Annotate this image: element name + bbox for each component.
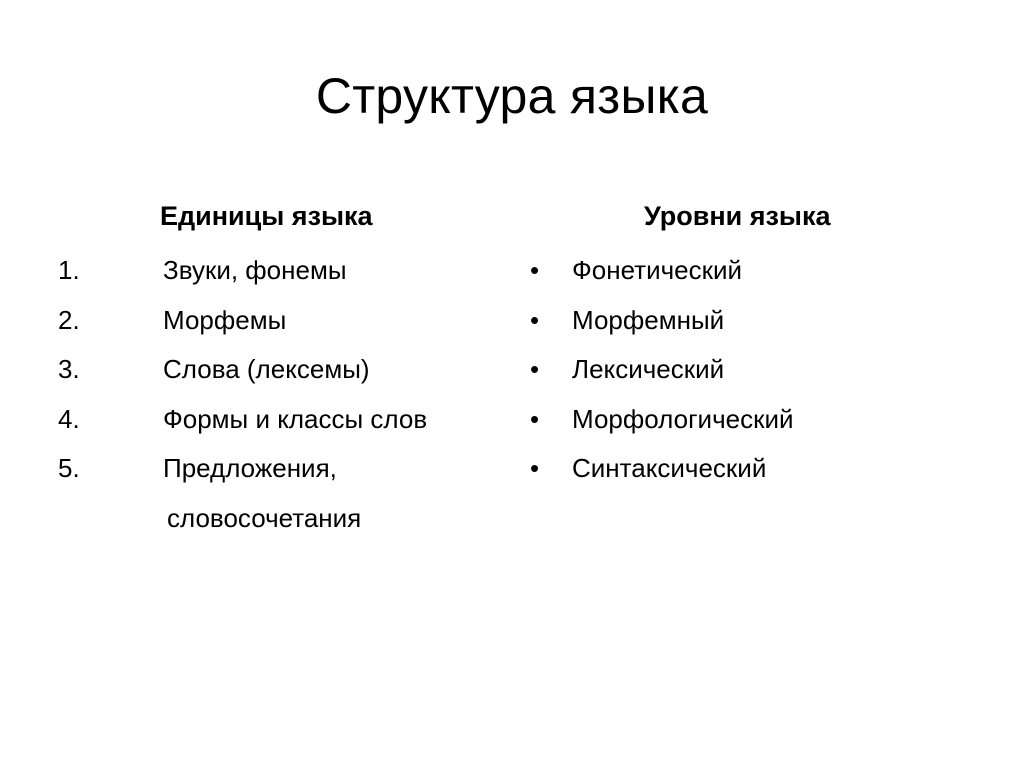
list-item <box>58 246 498 296</box>
item-number: 2. <box>58 304 80 335</box>
item-text: Звуки, фонемы <box>163 255 347 285</box>
units-column <box>58 196 498 543</box>
list-item <box>528 444 968 494</box>
list-item <box>528 395 968 445</box>
item-number: 4. <box>58 403 80 434</box>
list-item <box>58 444 498 494</box>
units-list <box>58 246 498 543</box>
item-text: Лексический <box>572 354 725 384</box>
levels-column <box>528 196 968 494</box>
bullet-icon: • <box>530 403 540 434</box>
item-text: Синтаксический <box>572 453 767 483</box>
levels-list <box>528 246 968 494</box>
bullet-icon: • <box>530 304 540 335</box>
units-heading: Единицы языка <box>160 201 373 231</box>
slide-title: Структура языка <box>315 68 709 124</box>
item-text: Морфемы <box>163 304 287 335</box>
item-text: Морфемный <box>572 304 725 335</box>
list-item <box>528 246 968 296</box>
item-text: Формы и классы слов <box>163 403 428 434</box>
bullet-icon: • <box>530 453 540 483</box>
item-text: Слова (лексемы) <box>163 354 370 384</box>
list-item <box>58 395 498 445</box>
list-item <box>528 345 968 395</box>
levels-heading: Уровни языка <box>644 201 831 231</box>
list-item <box>58 345 498 395</box>
item-text: Фонетический <box>572 255 743 285</box>
list-item <box>58 296 498 346</box>
item-text: Предложения, <box>163 453 337 483</box>
item-number: 3. <box>58 354 80 384</box>
bullet-icon: • <box>530 255 540 285</box>
list-item <box>528 296 968 346</box>
bullet-icon: • <box>530 354 540 384</box>
item-text: Морфологический <box>572 403 794 434</box>
item-number: 5. <box>58 453 80 483</box>
item-continuation: словосочетания <box>167 502 362 533</box>
item-number: 1. <box>58 255 80 285</box>
